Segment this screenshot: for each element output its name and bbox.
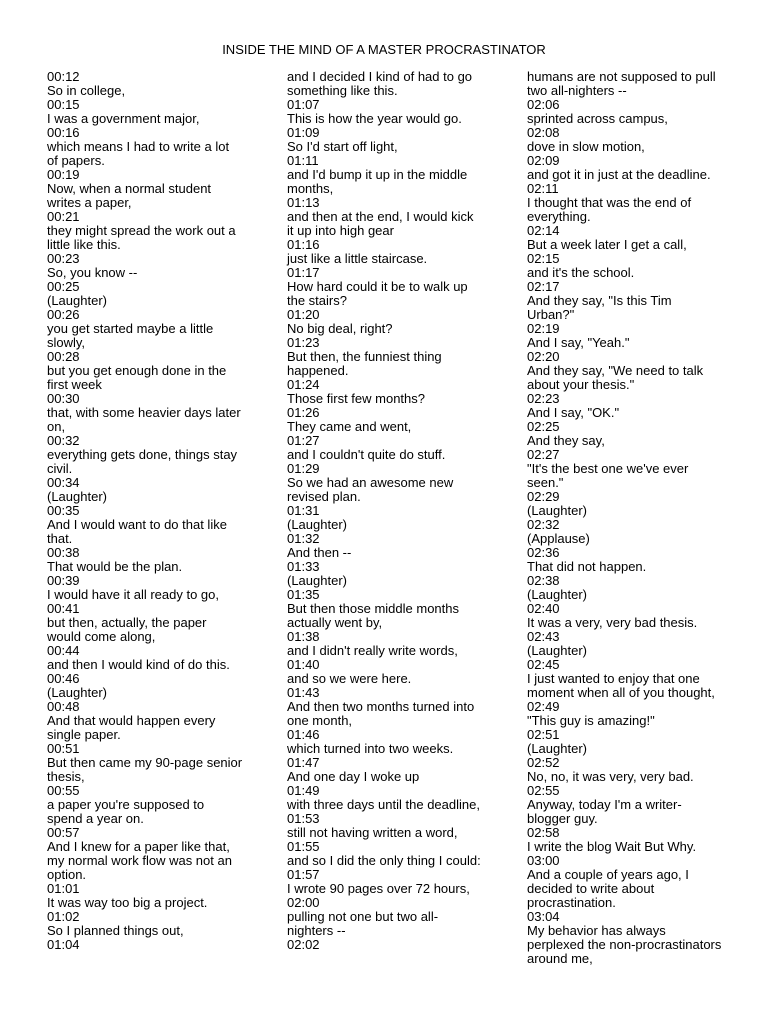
transcript-line: 02:40 [527,601,560,616]
transcript-line: 01:09 [287,125,320,140]
transcript-line: nighters -- [287,923,346,938]
transcript-line: (Laughter) [527,587,587,602]
transcript-line: 02:43 [527,629,560,644]
transcript-line: (Laughter) [287,573,347,588]
transcript-line: 01:47 [287,755,320,770]
transcript-line: 02:52 [527,755,560,770]
transcript-line: 01:04 [47,937,80,952]
transcript-line: 02:36 [527,545,560,560]
transcript-line: 01:38 [287,629,320,644]
transcript-line: my normal work flow was not an [47,853,232,868]
transcript-line: I write the blog Wait But Why. [527,839,697,854]
transcript-line: moment when all of you thought, [527,685,715,700]
transcript-line: writes a paper, [47,195,132,210]
transcript-line: of papers. [47,153,105,168]
transcript-line: I would have it all ready to go, [47,587,219,602]
transcript-line: which means I had to write a lot [47,139,230,154]
transcript-line: 00:23 [47,251,80,266]
transcript-line: 01:11 [287,153,319,168]
transcript-line: two all-nighters -- [527,83,627,98]
transcript-line: And one day I woke up [287,769,420,784]
transcript-line: something like this. [287,83,398,98]
transcript-line: 01:57 [287,867,320,882]
transcript-line: How hard could it be to walk up [287,279,468,294]
transcript-column-3 [527,70,727,966]
transcript-line: one month, [287,713,353,728]
transcript-line: 02:14 [527,223,560,238]
transcript-line: (Laughter) [527,741,587,756]
transcript-line: 01:24 [287,377,320,392]
transcript-line: 01:20 [287,307,320,322]
transcript-line: 01:02 [47,909,80,924]
transcript-line: And they say, [527,433,605,448]
transcript-line: 00:15 [47,97,80,112]
transcript-line: thesis, [47,769,85,784]
transcript-line: that, with some heavier days later [47,405,241,420]
transcript-line: So we had an awesome new [287,475,454,490]
transcript-line: but then, actually, the paper [47,615,207,630]
transcript-line: And they say, "We need to talk [527,363,704,378]
transcript-line: decided to write about [527,881,655,896]
transcript-line: first week [47,377,102,392]
transcript-line: 01:13 [287,195,320,210]
transcript-line: It was a very, very bad thesis. [527,615,698,630]
transcript-line: 02:45 [527,657,560,672]
transcript-line: the stairs? [287,293,347,308]
transcript-line: So, you know -- [47,265,138,280]
transcript-line: 01:07 [287,97,320,112]
transcript-line: 01:53 [287,811,320,826]
transcript-line: 01:55 [287,839,320,854]
transcript-line: 00:32 [47,433,80,448]
transcript-line: would come along, [47,629,156,644]
transcript-line: I thought that was the end of [527,195,692,210]
transcript-line: seen." [527,475,564,490]
transcript-line: 02:11 [527,181,559,196]
transcript-line: civil. [47,461,73,476]
transcript-line: 01:29 [287,461,320,476]
transcript-line: This is how the year would go. [287,111,462,126]
transcript-line: about your thesis." [527,377,635,392]
transcript-line: (Applause) [527,531,590,546]
transcript-line: 00:28 [47,349,80,364]
transcript-line: 00:35 [47,503,80,518]
transcript-line: But then, the funniest thing [287,349,442,364]
transcript-line: which turned into two weeks. [287,741,454,756]
transcript-line: 01:35 [287,587,320,602]
transcript-line: My behavior has always [527,923,666,938]
transcript-line: 00:57 [47,825,80,840]
transcript-line: 01:23 [287,335,320,350]
transcript-line: 02:58 [527,825,560,840]
transcript-line: And I say, "Yeah." [527,335,630,350]
transcript-line: that. [47,531,73,546]
transcript-line: 02:19 [527,321,560,336]
transcript-line: 00:44 [47,643,80,658]
transcript-line: And that would happen every [47,713,216,728]
transcript-line: 01:27 [287,433,320,448]
transcript-line: 01:46 [287,727,320,742]
transcript-line: 00:48 [47,699,80,714]
transcript-line: it up into high gear [287,223,394,238]
transcript-column-2 [287,70,487,952]
transcript-line: and I couldn't quite do stuff. [287,447,446,462]
transcript-line: 01:33 [287,559,320,574]
transcript-line: (Laughter) [47,293,107,308]
transcript-line: "It's the best one we've ever [527,461,689,476]
transcript-line: 02:20 [527,349,560,364]
transcript-line: (Laughter) [527,643,587,658]
transcript-line: procrastination. [527,895,616,910]
transcript-line: and got it in just at the deadline. [527,167,711,182]
transcript-line: dove in slow motion, [527,139,645,154]
transcript-line: perplexed the non-procrastinators [527,937,722,952]
transcript-line: 02:32 [527,517,560,532]
transcript-line: 00:38 [47,545,80,560]
transcript-line: 01:49 [287,783,320,798]
transcript-line: (Laughter) [47,685,107,700]
page-title: INSIDE THE MIND OF A MASTER PROCRASTINATOR [222,42,546,57]
transcript-line: on, [47,419,66,434]
transcript-line: I just wanted to enjoy that one [527,671,700,686]
transcript-line: 00:16 [47,125,80,140]
transcript-line: 01:16 [287,237,320,252]
transcript-line: and I decided I kind of had to go [287,69,473,84]
transcript-line: and it's the school. [527,265,635,280]
transcript-line: No, no, it was very, very bad. [527,769,694,784]
transcript-line: That would be the plan. [47,559,183,574]
transcript-line: And I would want to do that like [47,517,227,532]
transcript-line: (Laughter) [47,489,107,504]
transcript-line: 00:19 [47,167,80,182]
transcript-line: 00:34 [47,475,80,490]
transcript-line: Anyway, today I'm a writer- [527,797,682,812]
transcript-line: 01:40 [287,657,320,672]
transcript-line: you get started maybe a little [47,321,214,336]
transcript-line: 01:31 [287,503,320,518]
transcript-line: months, [287,181,334,196]
transcript-line: (Laughter) [287,517,347,532]
transcript-line: and then I would kind of do this. [47,657,230,672]
transcript-line: 03:00 [527,853,560,868]
transcript-line: 02:17 [527,279,560,294]
transcript-line: spend a year on. [47,811,144,826]
transcript-line: But then came my 90-page senior [47,755,243,770]
transcript-line: revised plan. [287,489,361,504]
transcript-line: pulling not one but two all- [287,909,439,924]
transcript-line: slowly, [47,335,86,350]
transcript-line: humans are not supposed to pull [527,69,716,84]
transcript-column-1 [47,70,257,952]
transcript-line: 02:51 [527,727,560,742]
transcript-line: around me, [527,951,593,966]
transcript-line: And then two months turned into [287,699,475,714]
transcript-line: everything. [527,209,591,224]
transcript-line: So I planned things out, [47,923,184,938]
transcript-line: 01:17 [287,265,320,280]
transcript-line: And I knew for a paper like that, [47,839,230,854]
transcript-line: And I say, "OK." [527,405,620,420]
transcript-line: 01:01 [47,881,80,896]
transcript-line: and I'd bump it up in the middle [287,167,468,182]
transcript-line: So in college, [47,83,126,98]
transcript-line: No big deal, right? [287,321,393,336]
transcript-line: 02:00 [287,895,320,910]
transcript-line: 01:32 [287,531,320,546]
transcript-line: and I didn't really write words, [287,643,458,658]
transcript-line: 00:55 [47,783,80,798]
transcript-line: Now, when a normal student [47,181,212,196]
transcript-line: everything gets done, things stay [47,447,238,462]
transcript-line: 01:26 [287,405,320,420]
transcript-line: 02:23 [527,391,560,406]
transcript-line: 00:12 [47,69,80,84]
transcript-line: And then -- [287,545,352,560]
transcript-line: 02:38 [527,573,560,588]
transcript-line: a paper you're supposed to [47,797,205,812]
transcript-line: I was a government major, [47,111,200,126]
transcript-line: single paper. [47,727,121,742]
transcript-line: And they say, "Is this Tim [527,293,672,308]
transcript-line: And a couple of years ago, I [527,867,689,882]
transcript-line: and then at the end, I would kick [287,209,474,224]
transcript-line: with three days until the deadline, [287,797,480,812]
transcript-line: 00:26 [47,307,80,322]
transcript-line: actually went by, [287,615,383,630]
transcript-line: 00:41 [47,601,80,616]
transcript-line: But then those middle months [287,601,459,616]
transcript-line: Those first few months? [287,391,425,406]
transcript-line: option. [47,867,87,882]
transcript-line: 02:55 [527,783,560,798]
transcript-line: 03:04 [527,909,560,924]
transcript-line: It was way too big a project. [47,895,208,910]
transcript-line: (Laughter) [527,503,587,518]
transcript-line: 00:30 [47,391,80,406]
transcript-line: That did not happen. [527,559,647,574]
transcript-line: blogger guy. [527,811,598,826]
transcript-line: 02:15 [527,251,560,266]
transcript-line: 02:29 [527,489,560,504]
transcript-line: 00:21 [47,209,80,224]
transcript-line: 00:51 [47,741,80,756]
transcript-line: 00:25 [47,279,80,294]
transcript-line: Urban?" [527,307,575,322]
transcript-line: 02:09 [527,153,560,168]
transcript-line: but you get enough done in the [47,363,227,378]
transcript-line: sprinted across campus, [527,111,668,126]
transcript-line: 00:39 [47,573,80,588]
transcript-line: little like this. [47,237,121,252]
transcript-line: 02:49 [527,699,560,714]
transcript-line: 02:27 [527,447,560,462]
transcript-line: I wrote 90 pages over 72 hours, [287,881,470,896]
transcript-line: 02:06 [527,97,560,112]
transcript-line: they might spread the work out a [47,223,236,238]
transcript-line: and so we were here. [287,671,412,686]
transcript-line: still not having written a word, [287,825,458,840]
transcript-line: and so I did the only thing I could: [287,853,481,868]
transcript-line: 02:08 [527,125,560,140]
transcript-line: "This guy is amazing!" [527,713,655,728]
transcript-line: 00:46 [47,671,80,686]
transcript-line: So I'd start off light, [287,139,398,154]
transcript-line: But a week later I get a call, [527,237,687,252]
transcript-line: They came and went, [287,419,412,434]
transcript-line: 02:25 [527,419,560,434]
transcript-line: 01:43 [287,685,320,700]
transcript-line: happened. [287,363,349,378]
transcript-line: 02:02 [287,937,320,952]
transcript-line: just like a little staircase. [287,251,428,266]
